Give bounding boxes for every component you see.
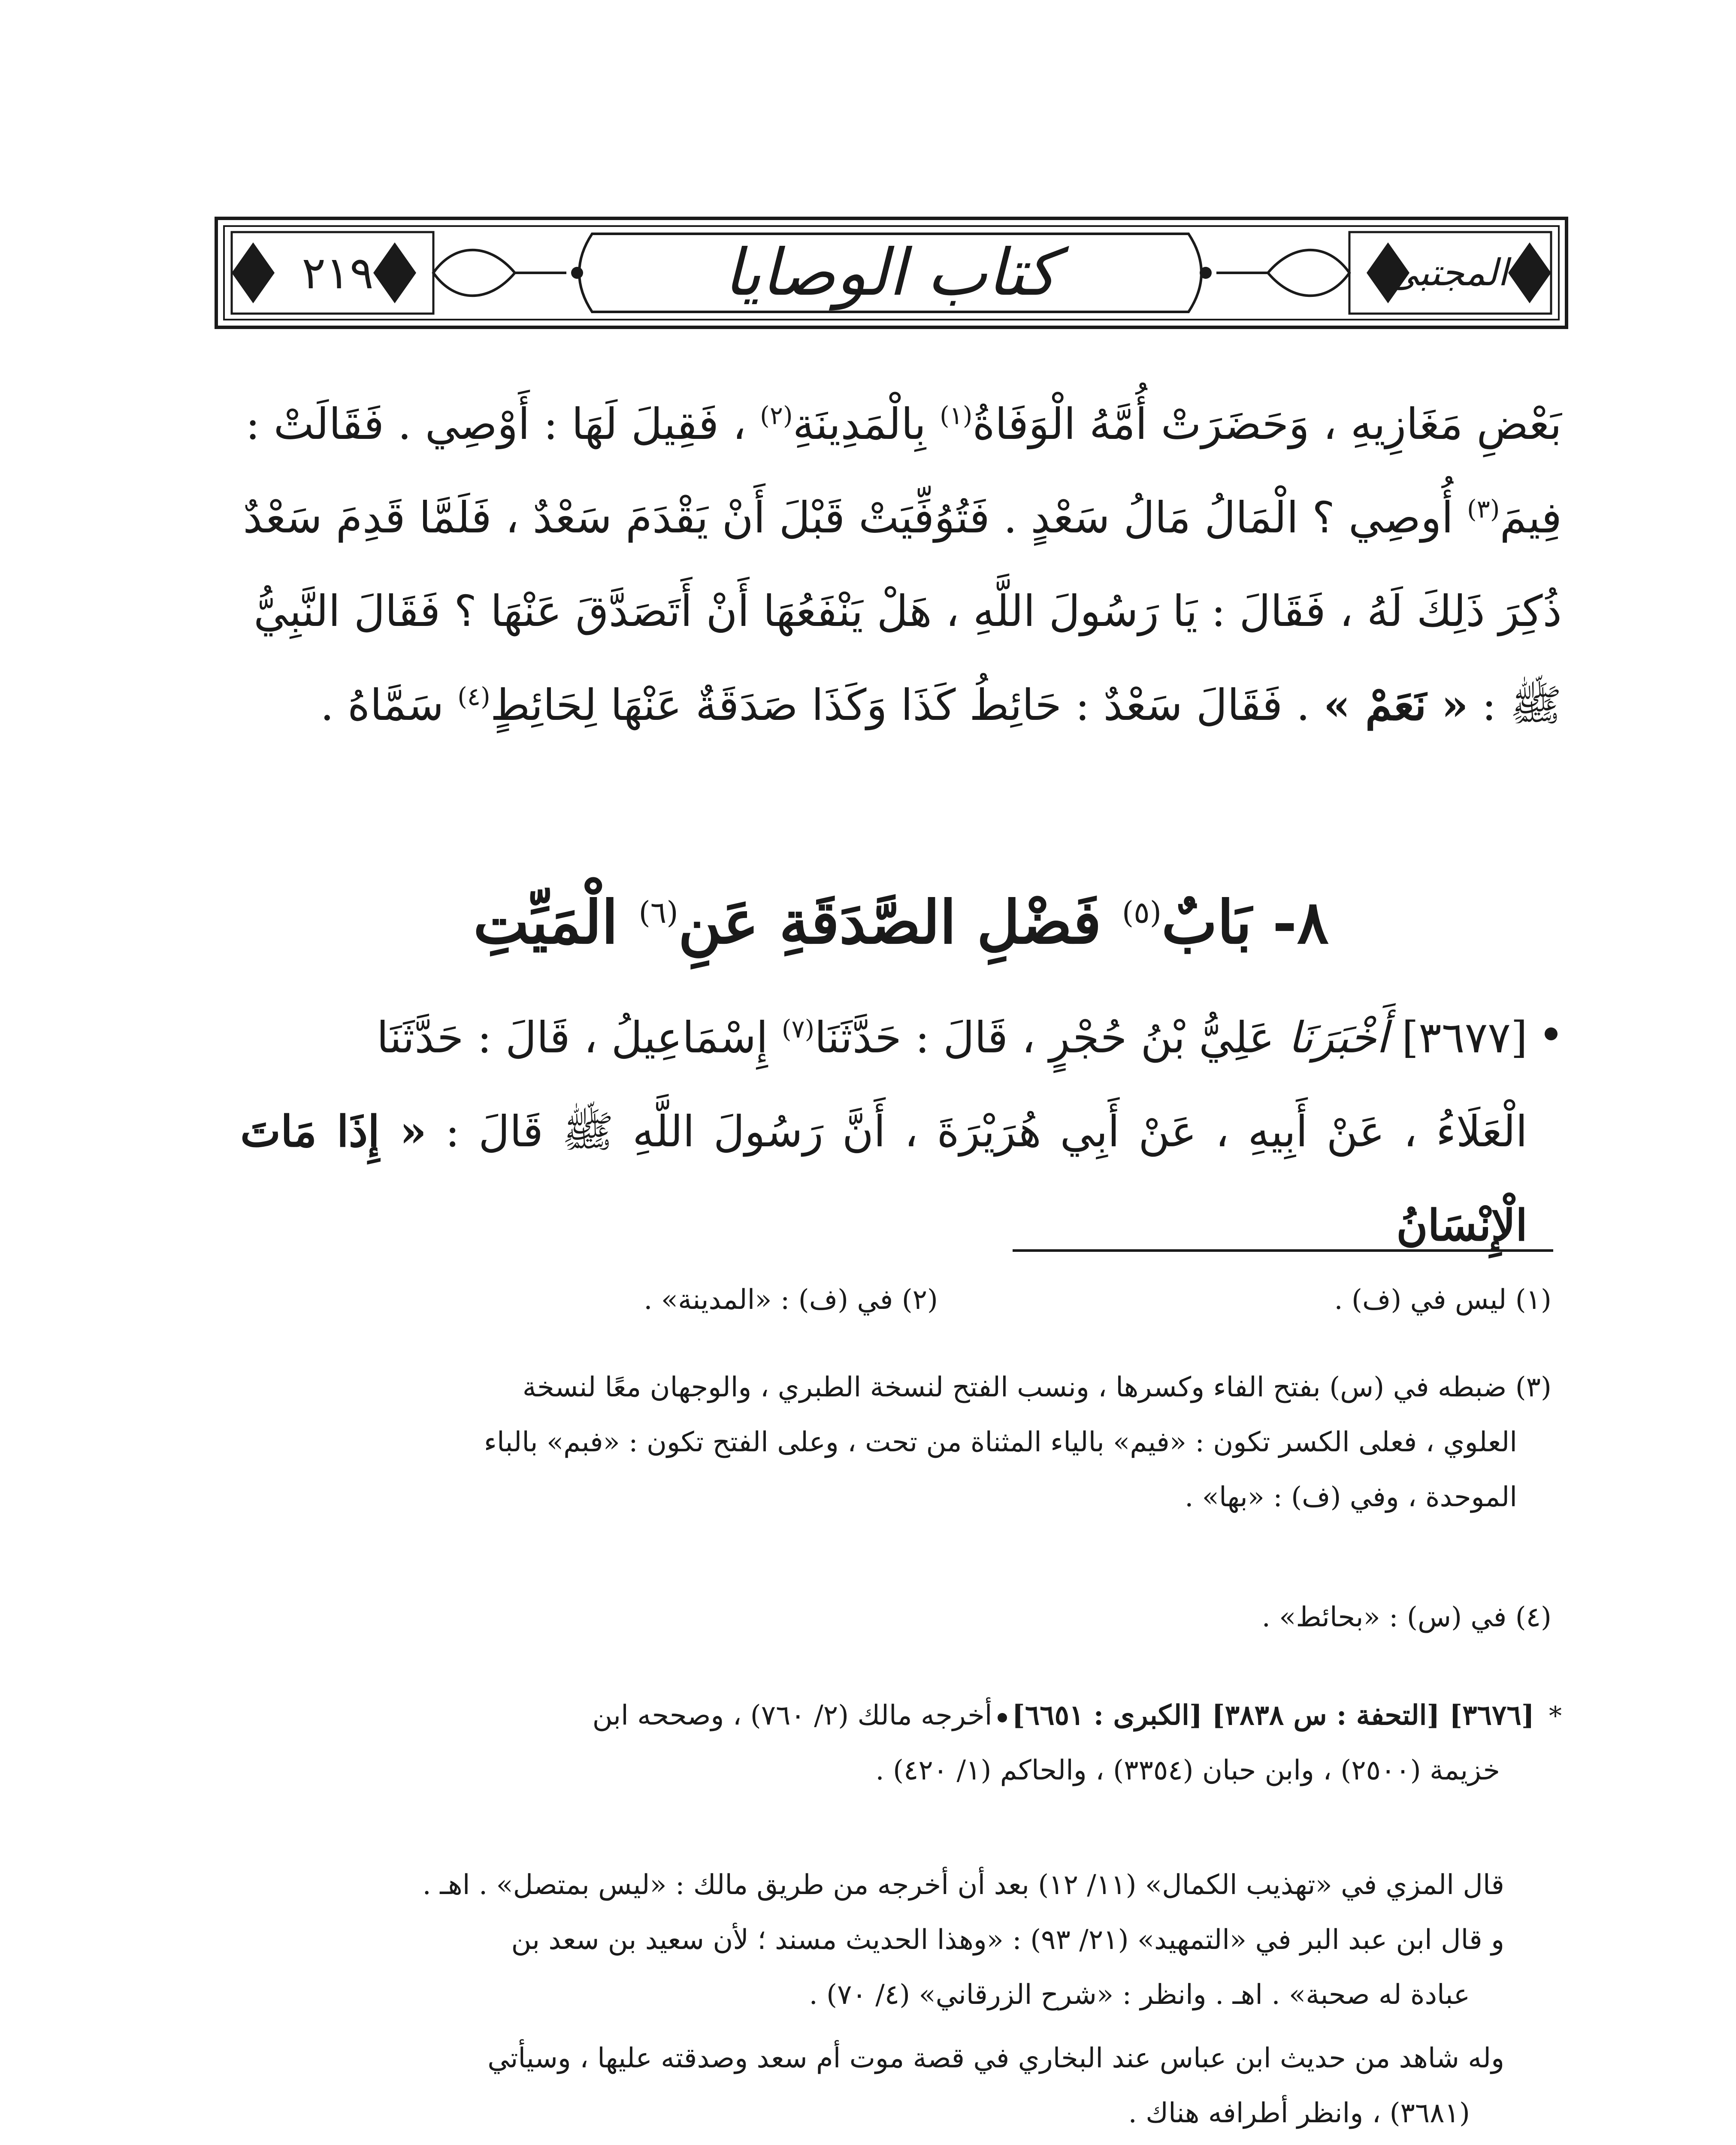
prophet-quote: « إِذَا مَاتَ الْإِنْسَانُ [240,1106,1527,1251]
takhrij-star-icon: * [1549,1701,1562,1731]
chapter-title-a: فَضْلِ الصَّدَقَةِ عَنِ [678,887,1101,957]
main-line-2: فِيمَ$^{(٣)}$ أُوصِي ؟ الْمَالُ مَالُ سَعْدٍ . فَتُوُفِّيَتْ قَبْلَ أَنْ يَقْدَمَ سَعْدٌ ، فَلَمَّا قَدِمَ سَعْدٌ [243,492,1562,543]
footnote-ref[interactable]: (١) [940,401,973,430]
footnote-ref[interactable]: (٦) [638,895,678,930]
footnote-3: (٣) ضبطه في (س) بفتح الفاء وكسرها ، ونسب الفتح لنسخة الطبري ، والوجهان معًا لنسخة العلوي ، فعلى الكسر تكون : «فيم» بالياء المثناة من تحت ، وعلى الفتح تكون : «فبم» بالباء الموحدة ، وفي (ف) : «بها» . [484,1372,1552,1513]
page-number: ٢١٩ [302,247,374,299]
commentary-block: قال المزي في «تهذيب الكمال» (١١/ ١٢) بعد أن أخرجه من طريق مالك : «ليس بمتصل» . اهـ . و قال ابن عبد البر في «التمهيد» (٢١/ ٩٣) : «وهذا الحديث مسند ؛ لأن سعيد بن سعد بن عبادة له صحبة» . اهـ . وانظر : «شرح الزرقاني» (٤/ ٧٠) . وله شاهد من حديث ابن عباس عند البخاري في قصة موت أم سعد وصدقته عليها ، وسيأتي (٣٦٨١) ، وانظر أطرافه هناك . [422,1869,1504,2129]
hadith-line-1: [٣٦٧٧] أَخْبَرَنَا عَلِيُّ بْنُ حُجْرٍ ، قَالَ : حَدَّثَنَا$^{(٧)}$ إِسْمَاعِيلُ ، قَالَ : حَدَّثَنَا [376,1012,1527,1063]
footnote-ref[interactable]: (٥) [1122,895,1162,930]
footnote-1: (١) ليس في (ف) . [1334,1284,1552,1316]
chapter-heading [240,879,1562,965]
footnote-separator [1013,1249,1553,1252]
page-header [215,217,1568,329]
hadith-number: [٣٦٧٧] [1402,1012,1527,1063]
footnote-4: (٤) في (س) : «بحائط» . [1261,1601,1552,1633]
footnote-2: (٢) في (ف) : «المدينة» . [644,1284,938,1316]
chapter-number: ٨- [1272,887,1329,957]
footnote-ref[interactable]: (٧) [781,1014,815,1044]
chapter-bab: بَابٌ [1161,887,1252,957]
prophet-quote: « نَعَمْ » [1323,680,1468,730]
bullet-icon [1545,1027,1558,1040]
book-title: كتاب الوصايا [723,236,1057,310]
hadith-text [240,991,1527,1272]
series-logo: المجتبى [1388,251,1508,294]
footnote-ref[interactable]: (٣) [1467,494,1500,524]
footnote-ref[interactable]: (٢) [760,401,793,430]
main-line-4: ﷺ : « نَعَمْ » . فَقَالَ سَعْدٌ : حَائِطُ كَذَا وَكَذَا صَدَقَةٌ عَنْهَا لِحَائِطٍ$^{(٤)}$ سَمَّاهُ . [320,680,1562,730]
chapter-title-b: الْمَيِّتِ [473,887,618,957]
main-line-1: بَعْضِ مَغَازِيهِ ، وَحَضَرَتْ أُمَّهُ الْوَفَاةُ$^{(١)}$ بِالْمَدِينَةِ$^{(٢)}$ ، فَقِيلَ لَهَا : أَوْصِي . فَقَالَتْ : [245,399,1562,449]
hadith-line-2: الْعَلَاءُ ، عَنْ أَبِيهِ ، عَنْ أَبِي هُرَيْرَةَ ، أَنَّ رَسُولَ اللَّهِ ﷺ قَالَ : « إِذَا مَاتَ الْإِنْسَانُ [240,1106,1527,1251]
bullet-icon [998,1713,1007,1722]
main-text [240,378,1562,752]
takhrij-head: [٣٦٧٦] [التحفة : س ٣٨٣٨] [الكبرى : ٦٦٥١] [1012,1699,1534,1731]
footnote-ref[interactable]: (٤) [457,682,490,711]
takhrij-block: [٣٦٧٦] [التحفة : س ٣٨٣٨] [الكبرى : ٦٦٥١]أخرجه مالك (٢/ ٧٦٠) ، وصححه ابن خزيمة (٢٥٠٠) ، وابن حبان (٣٣٥٤) ، والحاكم (١/ ٤٢٠) . [592,1699,1534,1786]
main-line-3: ذُكِرَ ذَلِكَ لَهُ ، فَقَالَ : يَا رَسُولَ اللَّهِ ، هَلْ يَنْفَعُهَا أَنْ أَتَصَدَّقَ عَنْهَا ؟ فَقَالَ النَّبِيُّ [254,586,1562,636]
